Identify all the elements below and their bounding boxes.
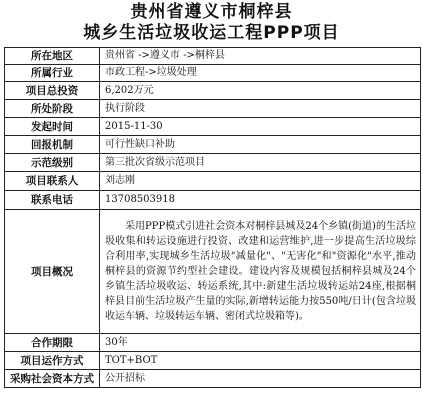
row-label: 联系电话 [5, 191, 100, 210]
row-value: 执行阶段 [100, 100, 421, 118]
row-value: TOT+BOT [100, 352, 421, 370]
row-value: 贵州省 ->遵义市 ->桐梓县 [100, 48, 421, 65]
row-value: 刘志刚 [100, 172, 421, 191]
table-row-investment [5, 82, 421, 100]
row-label: 发起时间 [5, 118, 100, 136]
row-value: 2015-11-30 [100, 118, 421, 136]
row-label: 项目概况 [5, 210, 100, 334]
row-value: 可行性缺口补助 [100, 136, 421, 154]
table-row-return [5, 136, 421, 154]
row-label: 回报机制 [5, 136, 100, 154]
row-label: 项目联系人 [5, 172, 100, 191]
table-row-date [5, 118, 421, 136]
title-line-2: 城乡生活垃圾收运工程PPP项目 [83, 23, 340, 43]
table-row-contact [5, 172, 421, 191]
row-value: 第三批次省级示范项目 [100, 154, 421, 172]
row-value: 13708503918 [100, 191, 421, 210]
row-value: 公开招标 [100, 370, 421, 388]
row-label: 示范级别 [5, 154, 100, 172]
table-row-region [5, 48, 421, 65]
table-row-procurement [5, 370, 421, 388]
project-info-table [4, 47, 421, 388]
project-overview-text: 采用PPP模式引进社会资本对桐梓县城及24个乡镇(街道)的生活垃圾收集和转运设施进行投资、改建和运营维护,进一步提高生活垃圾综合利用率,实现城乡生活垃圾"减量化"、"无害化"和"资源化"水平,推动桐梓县的资源节约型社会建设。建设内容及规模包括桐梓县城及24个乡镇生活垃圾收运、转运系统,其中:新建生活垃圾转运站24座,根据桐梓县目前生活垃圾产生量的实际,新增转运能力按550吨/日计(包含垃圾收运车辆、垃圾转运车辆、密闭式垃圾箱等)。 [105, 221, 416, 322]
table-row-level [5, 154, 421, 172]
table-row-overview [5, 210, 421, 334]
table-row-operation [5, 352, 421, 370]
table-row-industry [5, 65, 421, 82]
table-row-phone [5, 191, 421, 210]
row-label: 合作期限 [5, 334, 100, 352]
overview-cell [100, 210, 421, 334]
table-row-term [5, 334, 421, 352]
row-value: 6,202万元 [100, 82, 421, 100]
row-label: 项目总投资 [5, 82, 100, 100]
page-title [0, 0, 423, 46]
row-label: 所处阶段 [5, 100, 100, 118]
row-label: 所属行业 [5, 65, 100, 82]
row-label: 项目运作方式 [5, 352, 100, 370]
row-label: 所在地区 [5, 48, 100, 65]
table-row-stage [5, 100, 421, 118]
row-value: 30年 [100, 334, 421, 352]
row-value: 市政工程->垃圾处理 [100, 65, 421, 82]
title-line-1: 贵州省遵义市桐梓县 [130, 2, 293, 22]
row-label: 采购社会资本方式 [5, 370, 100, 388]
